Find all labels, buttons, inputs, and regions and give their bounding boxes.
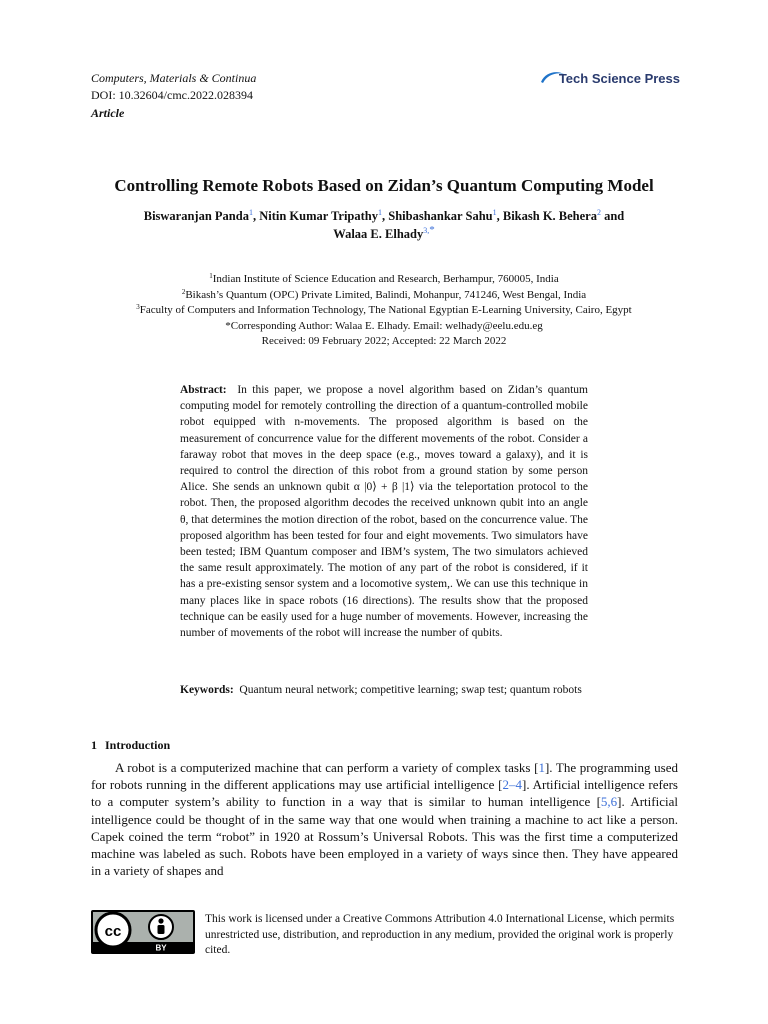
license-block [91, 910, 675, 956]
introduction-text [91, 759, 678, 879]
affiliation-marker[interactable]: 3,* [423, 224, 435, 236]
corresponding-author: *Corresponding Author: Walaa E. Elhady. Email: welhady@eelu.edu.eg [225, 319, 543, 332]
received-dates: Received: 09 February 2022; Accepted: 22 March 2022 [261, 335, 507, 347]
author-name[interactable]: Nitin Kumar Tripathy [259, 209, 378, 223]
article-type: Article [91, 106, 125, 120]
intro-text-run: ]. Artificial intelligence could be thought of in the same way that one would when training a machine to act like a person. Capek coined the term “robot” in 1920 at Rossum’s Universal Robots. This was the first time a computerized machine was labeled as such. Robots have been employed in a variety of ways since then. They have appeared in a variety of shapes and [91, 794, 678, 879]
affiliation-number: 3 [136, 303, 140, 311]
affiliation-text: Faculty of Computers and Information Technology, The National Egyptian E-Learning University, Cairo, Egypt [139, 304, 632, 316]
affiliation-marker[interactable]: 2 [596, 208, 601, 217]
citation-link[interactable]: 1 [538, 760, 545, 775]
journal-name: Computers, Materials & Continua [91, 71, 257, 85]
affiliation-number: 2 [181, 287, 186, 296]
author-list [110, 207, 658, 243]
section-heading [91, 738, 178, 753]
affiliation-1 [0, 272, 768, 288]
affiliations [0, 272, 768, 350]
author-name[interactable]: Shibashankar Sahu [388, 209, 493, 223]
abstract [180, 382, 588, 641]
affiliation-text: Indian Institute of Science Education and Research, Berhampur, 760005, India [212, 273, 559, 285]
cc-badge-label: cc [104, 923, 122, 940]
author-separator: , [496, 209, 503, 223]
author-name[interactable]: Biswaranjan Panda [143, 209, 249, 223]
intro-text-run: ]. Artificial intelligence refers to a computer system’s ability to function in a way that is similar to human intelligence [ [91, 777, 678, 810]
author-separator: , [252, 209, 260, 223]
citation-link[interactable]: 2–4 [502, 777, 522, 793]
intro-text-run: ]. The programming used for robots running in the different applications may use artificial intelligence [ [91, 760, 678, 793]
keywords-text: Quantum neural network; competitive learning; swap test; quantum robots [239, 684, 582, 696]
section-title: Introduction [105, 738, 171, 752]
section-number: 1 [91, 738, 97, 752]
affiliation-number: 1 [209, 272, 213, 280]
cc-by-license-icon[interactable] [91, 910, 195, 954]
author-name[interactable]: Walaa E. Elhady [333, 227, 424, 241]
doi: DOI: 10.32604/cmc.2022.028394 [91, 88, 253, 102]
affiliation-marker[interactable]: 1 [378, 208, 382, 217]
affiliation-marker[interactable]: 1 [492, 208, 497, 217]
author-separator: , [382, 209, 389, 223]
author-name[interactable]: Bikash K. Behera [502, 209, 597, 223]
keywords-label: Keywords: [180, 684, 234, 696]
affiliation-2 [0, 288, 768, 304]
publisher-logo [539, 68, 680, 88]
license-text: This work is licensed under a Creative Commons Attribution 4.0 International License, which permits unrestricted use, distribution, and reproduction in any medium, provided the original work is properly cited. [205, 913, 675, 956]
publisher-name: Tech Science Press [558, 70, 680, 86]
by-badge-label: BY [155, 943, 167, 953]
citation-link[interactable]: 5,6 [600, 794, 618, 810]
keywords [180, 682, 588, 698]
abstract-label: Abstract: [180, 384, 227, 396]
affiliation-3 [0, 303, 768, 319]
affiliation-text: Bikash’s Quantum (OPC) Private Limited, Balindi, Mohanpur, 741246, West Bengal, India [185, 288, 587, 301]
abstract-text: In this paper, we propose a novel algorithm based on Zidan’s quantum computing model for remotely controlling the direction of a quantum-controlled mobile robot equipped with n-movements. The proposed algorithm is based on the measurement of concurrence value for the different movements of the robot. Consider a faraway robot that moves in the deep space (e.g., moves toward a galaxy), and it is required to control the direction of this robot from a ground station by some person Alice. She sends an unknown qubit α |0⟩ + β |1⟩ via the teleportation protocol to the robot. Then, the proposed algorithm decodes the received unknown qubit into an angle θ, that determines the motion direction of the robot, based on the concurrence value. The proposed algorithm has been tested for four and eight movements. Two simulators have been tested; IBM Quantum composer and IBM’s system, The two simulators achieved the same result approximately. The motion of any part of the robot is considered, if it has a pre-existing sensor system and a locomotive system,. We can use this technique in many places like in space robots (16 directions). The results show that the proposed technique can be easily used for a huge number of movements. However, increasing the number of movements of the robot will increase the number of qubits. [180, 384, 589, 640]
paper-title: Controlling Remote Robots Based on Zidan’s Quantum Computing Model [114, 176, 654, 195]
author-separator: and [600, 209, 625, 223]
affiliation-marker[interactable]: 1 [248, 208, 253, 217]
intro-paragraph [91, 759, 678, 879]
intro-text-run: A robot is a computerized machine that can perform a variety of complex tasks [ [115, 760, 539, 775]
